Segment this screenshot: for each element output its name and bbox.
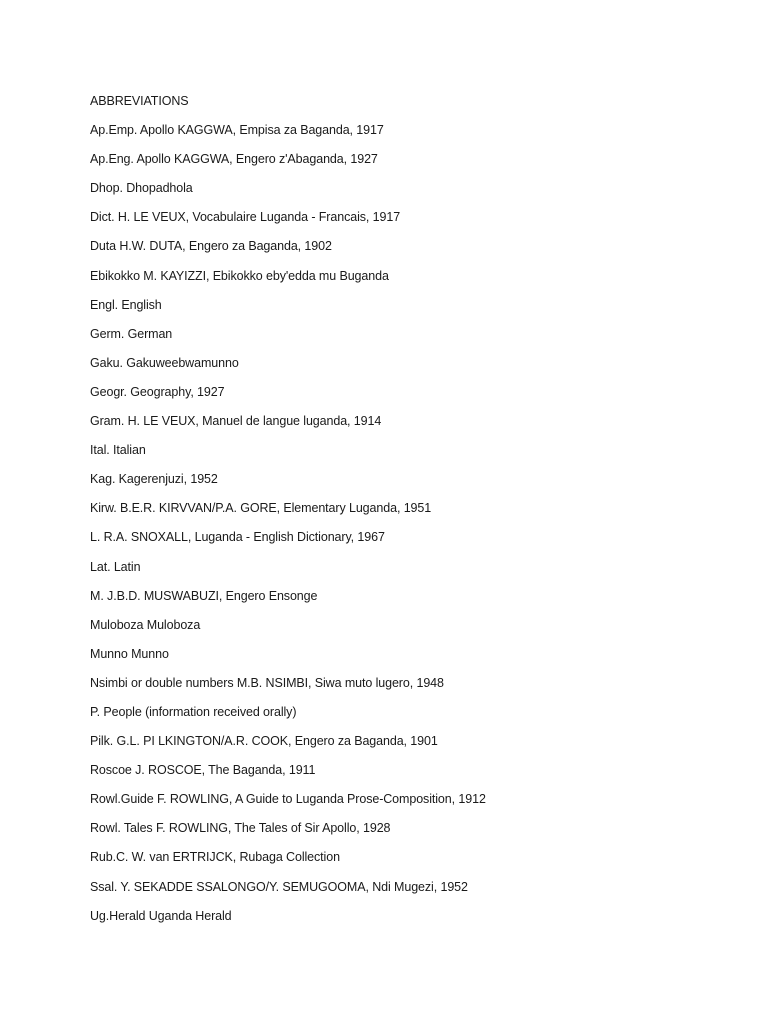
abbreviation-entry: Ap.Emp. Apollo KAGGWA, Empisa za Baganda, 1917 <box>90 123 384 138</box>
abbreviation-entry: Ebikokko M. KAYIZZI, Ebikokko eby'edda mu Buganda <box>90 268 389 283</box>
abbreviation-entry: Roscoe J. ROSCOE, The Baganda, 1911 <box>90 763 316 778</box>
abbreviation-entry: Gram. H. LE VEUX, Manuel de langue luganda, 1914 <box>90 414 382 429</box>
abbreviation-entry: Munno Munno <box>90 646 169 661</box>
abbreviation-entry: Ssal. Y. SEKADDE SSALONGO/Y. SEMUGOOMA, Ndi Mugezi, 1952 <box>90 879 468 894</box>
abbreviation-entry: Geogr. Geography, 1927 <box>90 384 225 399</box>
abbreviation-entry: L. R.A. SNOXALL, Luganda - English Dictionary, 1967 <box>90 530 385 545</box>
abbreviation-entry: Engl. English <box>90 297 162 312</box>
abbreviation-entry: Muloboza Muloboza <box>90 617 201 632</box>
abbreviation-entry: Kirw. B.E.R. KIRVVAN/P.A. GORE, Elementary Luganda, 1951 <box>90 501 432 516</box>
abbreviation-entry: Germ. German <box>90 326 173 341</box>
abbreviations-page <box>90 91 730 935</box>
abbreviation-entry: Dhop. Dhopadhola <box>90 181 193 196</box>
abbreviation-entry: Dict. H. LE VEUX, Vocabulaire Luganda - Francais, 1917 <box>90 210 401 225</box>
abbreviation-entry: Rowl.Guide F. ROWLING, A Guide to Luganda Prose-Composition, 1912 <box>90 792 486 807</box>
abbreviation-entry: Kag. Kagerenjuzi, 1952 <box>90 472 218 487</box>
abbreviation-entry: Rub.C. W. van ERTRIJCK, Rubaga Collection <box>90 850 340 865</box>
abbreviation-entry: Ital. Italian <box>90 443 146 458</box>
abbreviation-entry: Ap.Eng. Apollo KAGGWA, Engero z'Abaganda, 1927 <box>90 152 378 167</box>
page-heading: ABBREVIATIONS <box>90 94 189 108</box>
abbreviation-entry: Nsimbi or double numbers M.B. NSIMBI, Siwa muto lugero, 1948 <box>90 675 444 690</box>
abbreviation-entry: Rowl. Tales F. ROWLING, The Tales of Sir Apollo, 1928 <box>90 821 391 836</box>
abbreviation-entry: Ug.Herald Uganda Herald <box>90 908 232 923</box>
abbreviation-entry: Duta H.W. DUTA, Engero za Baganda, 1902 <box>90 239 332 254</box>
abbreviation-entry: M. J.B.D. MUSWABUZI, Engero Ensonge <box>90 588 318 603</box>
abbreviation-entry: Pilk. G.L. PI LKINGTON/A.R. COOK, Engero za Baganda, 1901 <box>90 734 438 749</box>
abbreviation-entry: Gaku. Gakuweebwamunno <box>90 355 239 370</box>
abbreviation-entry: P. People (information received orally) <box>90 704 297 719</box>
abbreviation-entry: Lat. Latin <box>90 559 141 574</box>
